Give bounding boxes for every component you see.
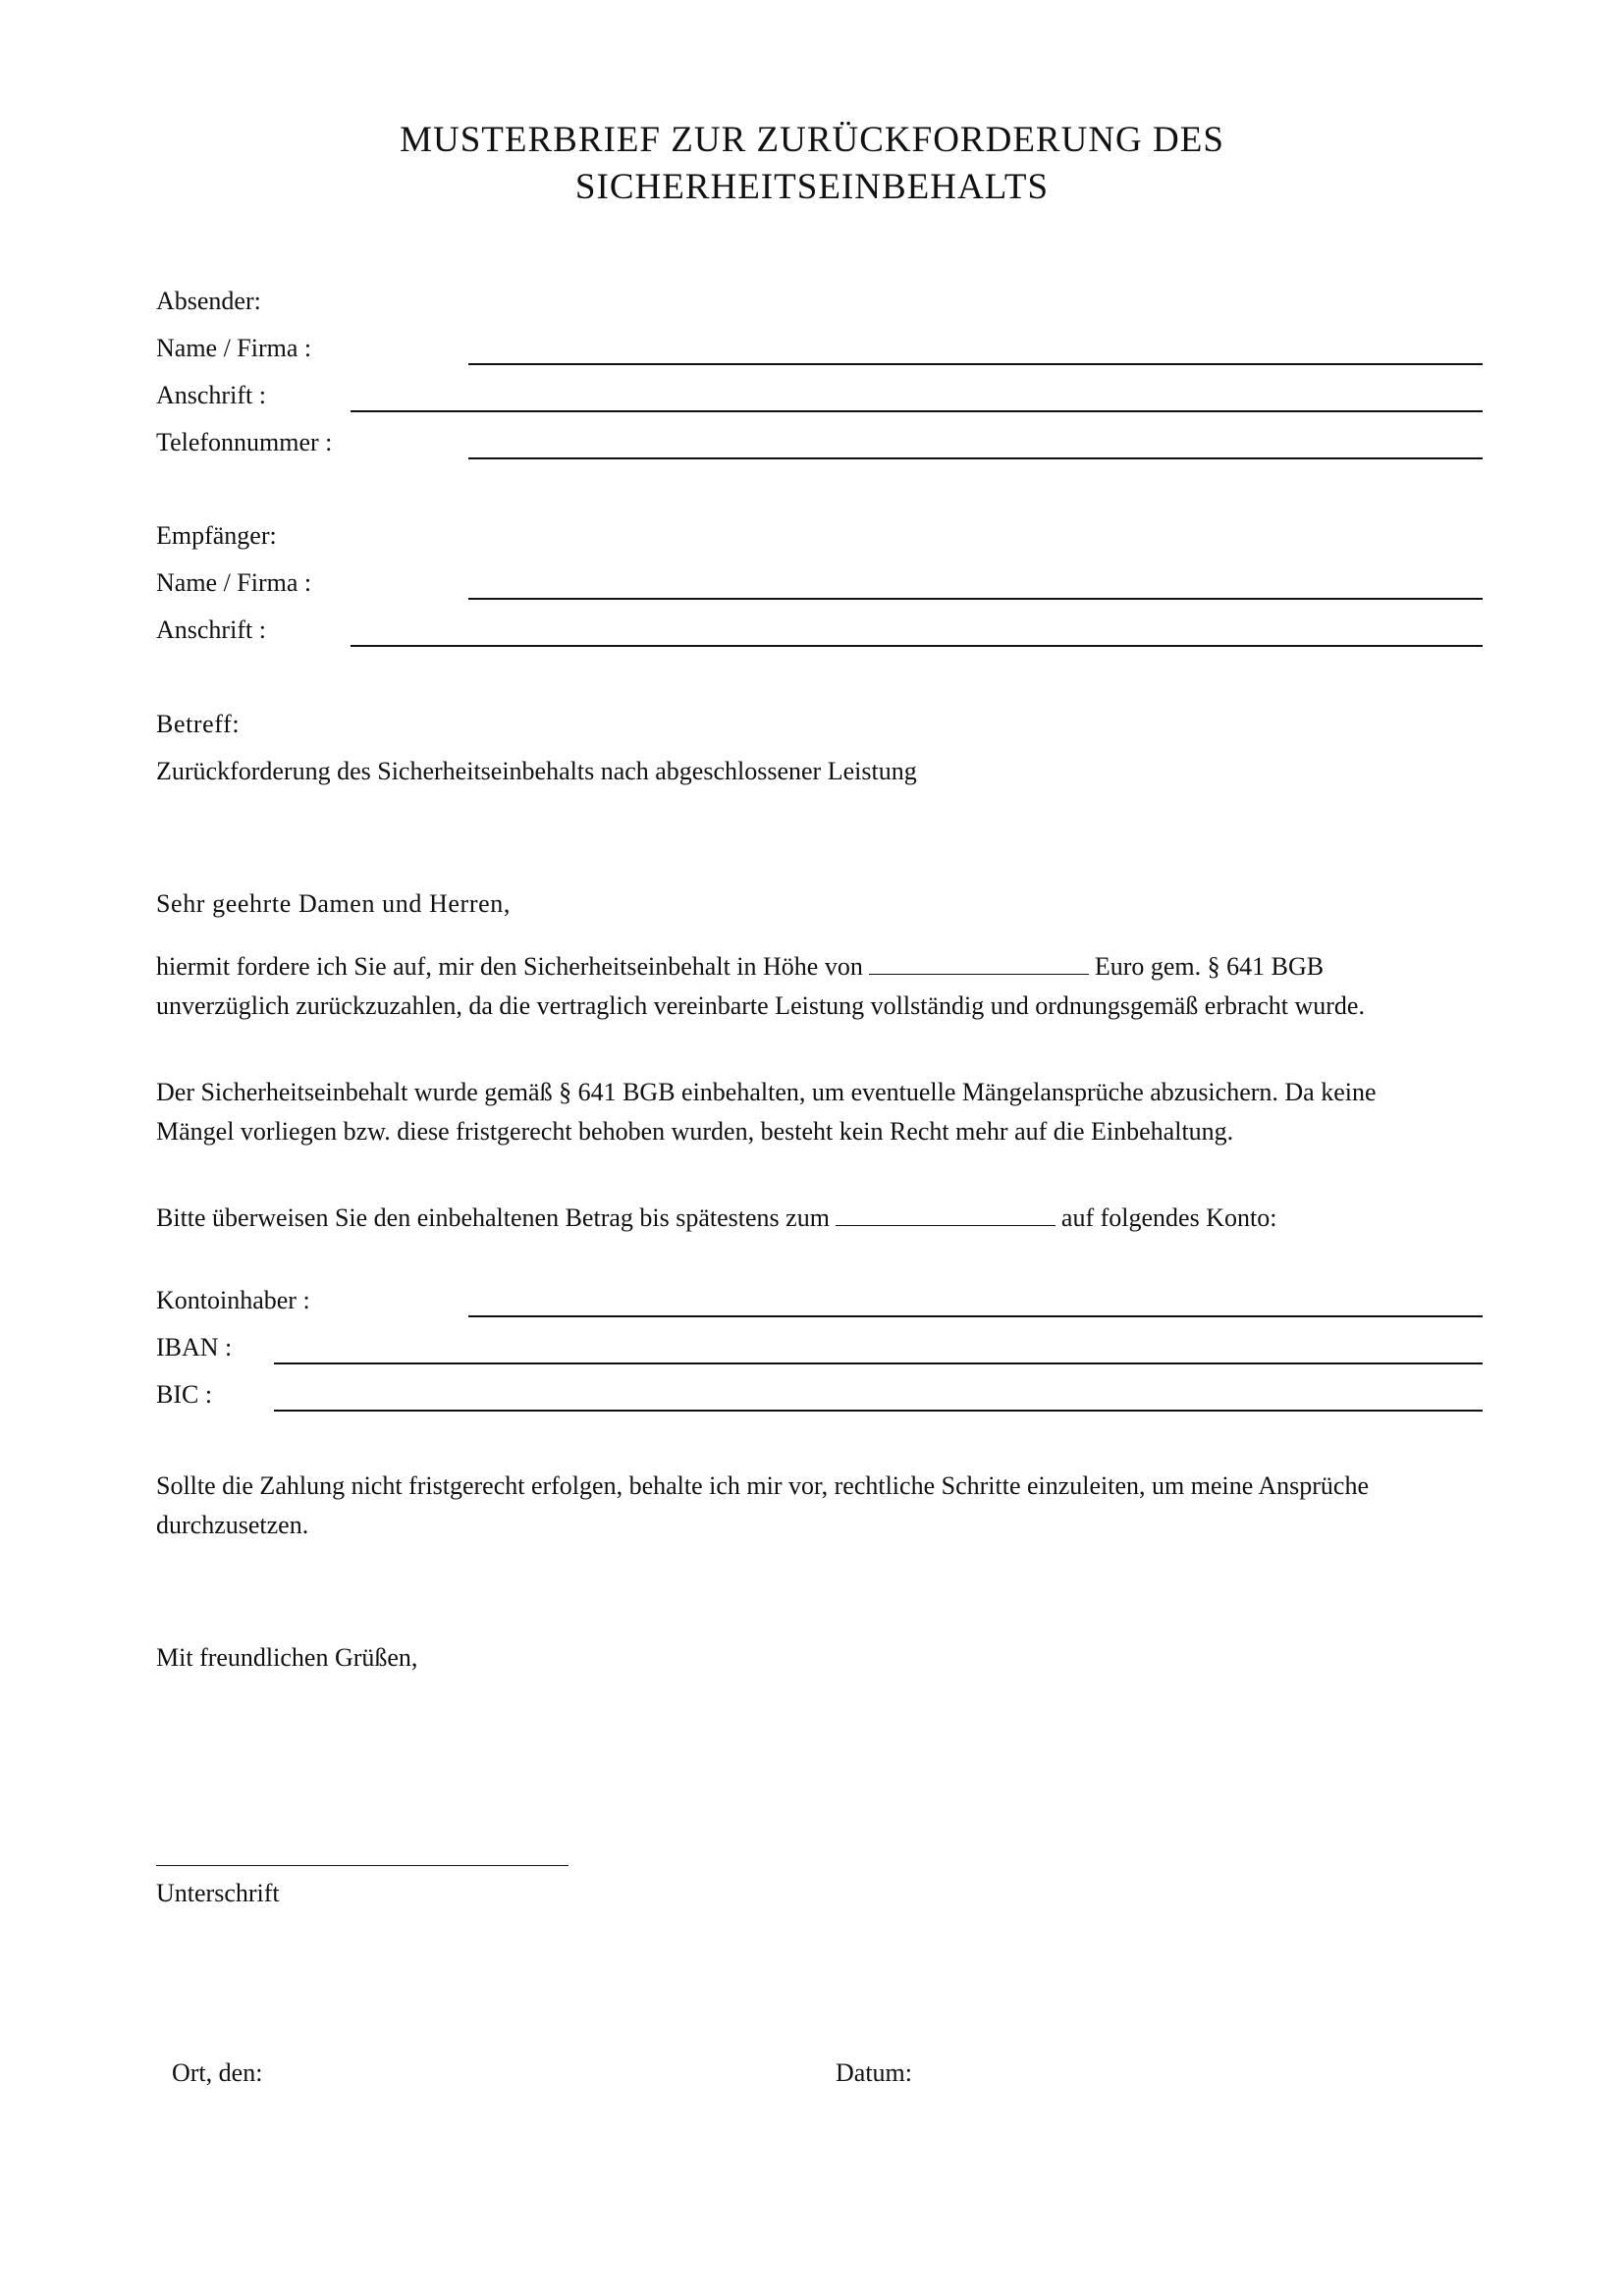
sender-phone-label: Telefonnummer : [156, 428, 333, 456]
paragraph2-line2: Mängel vorliegen bzw. diese fristgerecht behoben wurden, besteht kein Recht mehr auf die Einbehaltung. [156, 1117, 1234, 1146]
salutation: Sehr geehrte Damen und Herren, [156, 889, 511, 918]
sender-name-field[interactable] [468, 363, 1483, 365]
subject-heading: Betreff: [156, 710, 241, 738]
bic-label: BIC : [156, 1380, 213, 1409]
iban-label: IBAN : [156, 1333, 233, 1362]
paragraph1-line1-before: hiermit fordere ich Sie auf, mir den Sicherheitseinbehalt in Höhe von [156, 952, 863, 981]
bic-field[interactable] [274, 1410, 1483, 1412]
paragraph3-after: auf folgendes Konto: [1060, 1203, 1277, 1232]
recipient-name-label: Name / Firma : [156, 568, 312, 597]
paragraph4-line1: Sollte die Zahlung nicht fristgerecht erfolgen, behalte ich mir vor, rechtliche Schritte einzuleiten, um meine Ansprüche [156, 1471, 1369, 1500]
paragraph1-line2: unverzüglich zurückzuzahlen, da die vertraglich vereinbarte Leistung vollständig und ordnungsgemäß erbracht wurde. [156, 991, 1365, 1020]
paragraph1-line1-after: Euro gem. § 641 BGB [1094, 952, 1325, 981]
document-title-line2: SICHERHEITSEINBEHALTS [574, 167, 1050, 207]
paragraph3-before: Bitte überweisen Sie den einbehaltenen Betrag bis spätestens zum [156, 1203, 830, 1232]
paragraph1-line1 [156, 947, 1324, 987]
sender-phone-field[interactable] [468, 457, 1483, 459]
date-label: Datum: [836, 2058, 912, 2087]
recipient-address-label: Anschrift : [156, 615, 266, 644]
iban-field[interactable] [274, 1362, 1483, 1364]
account-holder-field[interactable] [468, 1315, 1483, 1317]
sender-address-label: Anschrift : [156, 381, 266, 409]
closing: Mit freundlichen Grüßen, [156, 1643, 418, 1672]
paragraph2-line1: Der Sicherheitseinbehalt wurde gemäß § 641 BGB einbehalten, um eventuelle Mängelansprüche abzusichern. Da keine [156, 1078, 1377, 1106]
recipient-address-field[interactable] [351, 645, 1483, 647]
recipient-heading: Empfänger: [156, 521, 277, 550]
paragraph4-line2: durchzusetzen. [156, 1511, 309, 1539]
recipient-name-field[interactable] [468, 598, 1483, 600]
sender-heading: Absender: [156, 287, 261, 315]
signature-field[interactable] [156, 1865, 568, 1866]
sender-address-field[interactable] [351, 410, 1483, 412]
paragraph3 [156, 1199, 1276, 1238]
account-holder-label: Kontoinhaber : [156, 1286, 310, 1314]
place-label: Ort, den: [172, 2058, 263, 2087]
amount-blank[interactable] [869, 973, 1089, 975]
signature-label: Unterschrift [156, 1879, 280, 1907]
subject-text: Zurückforderung des Sicherheitseinbehalts nach abgeschlossener Leistung [156, 757, 917, 785]
document-title-line1: MUSTERBRIEF ZUR ZURÜCKFORDERUNG DES [400, 120, 1224, 160]
deadline-blank[interactable] [836, 1224, 1056, 1226]
sender-name-label: Name / Firma : [156, 334, 312, 362]
